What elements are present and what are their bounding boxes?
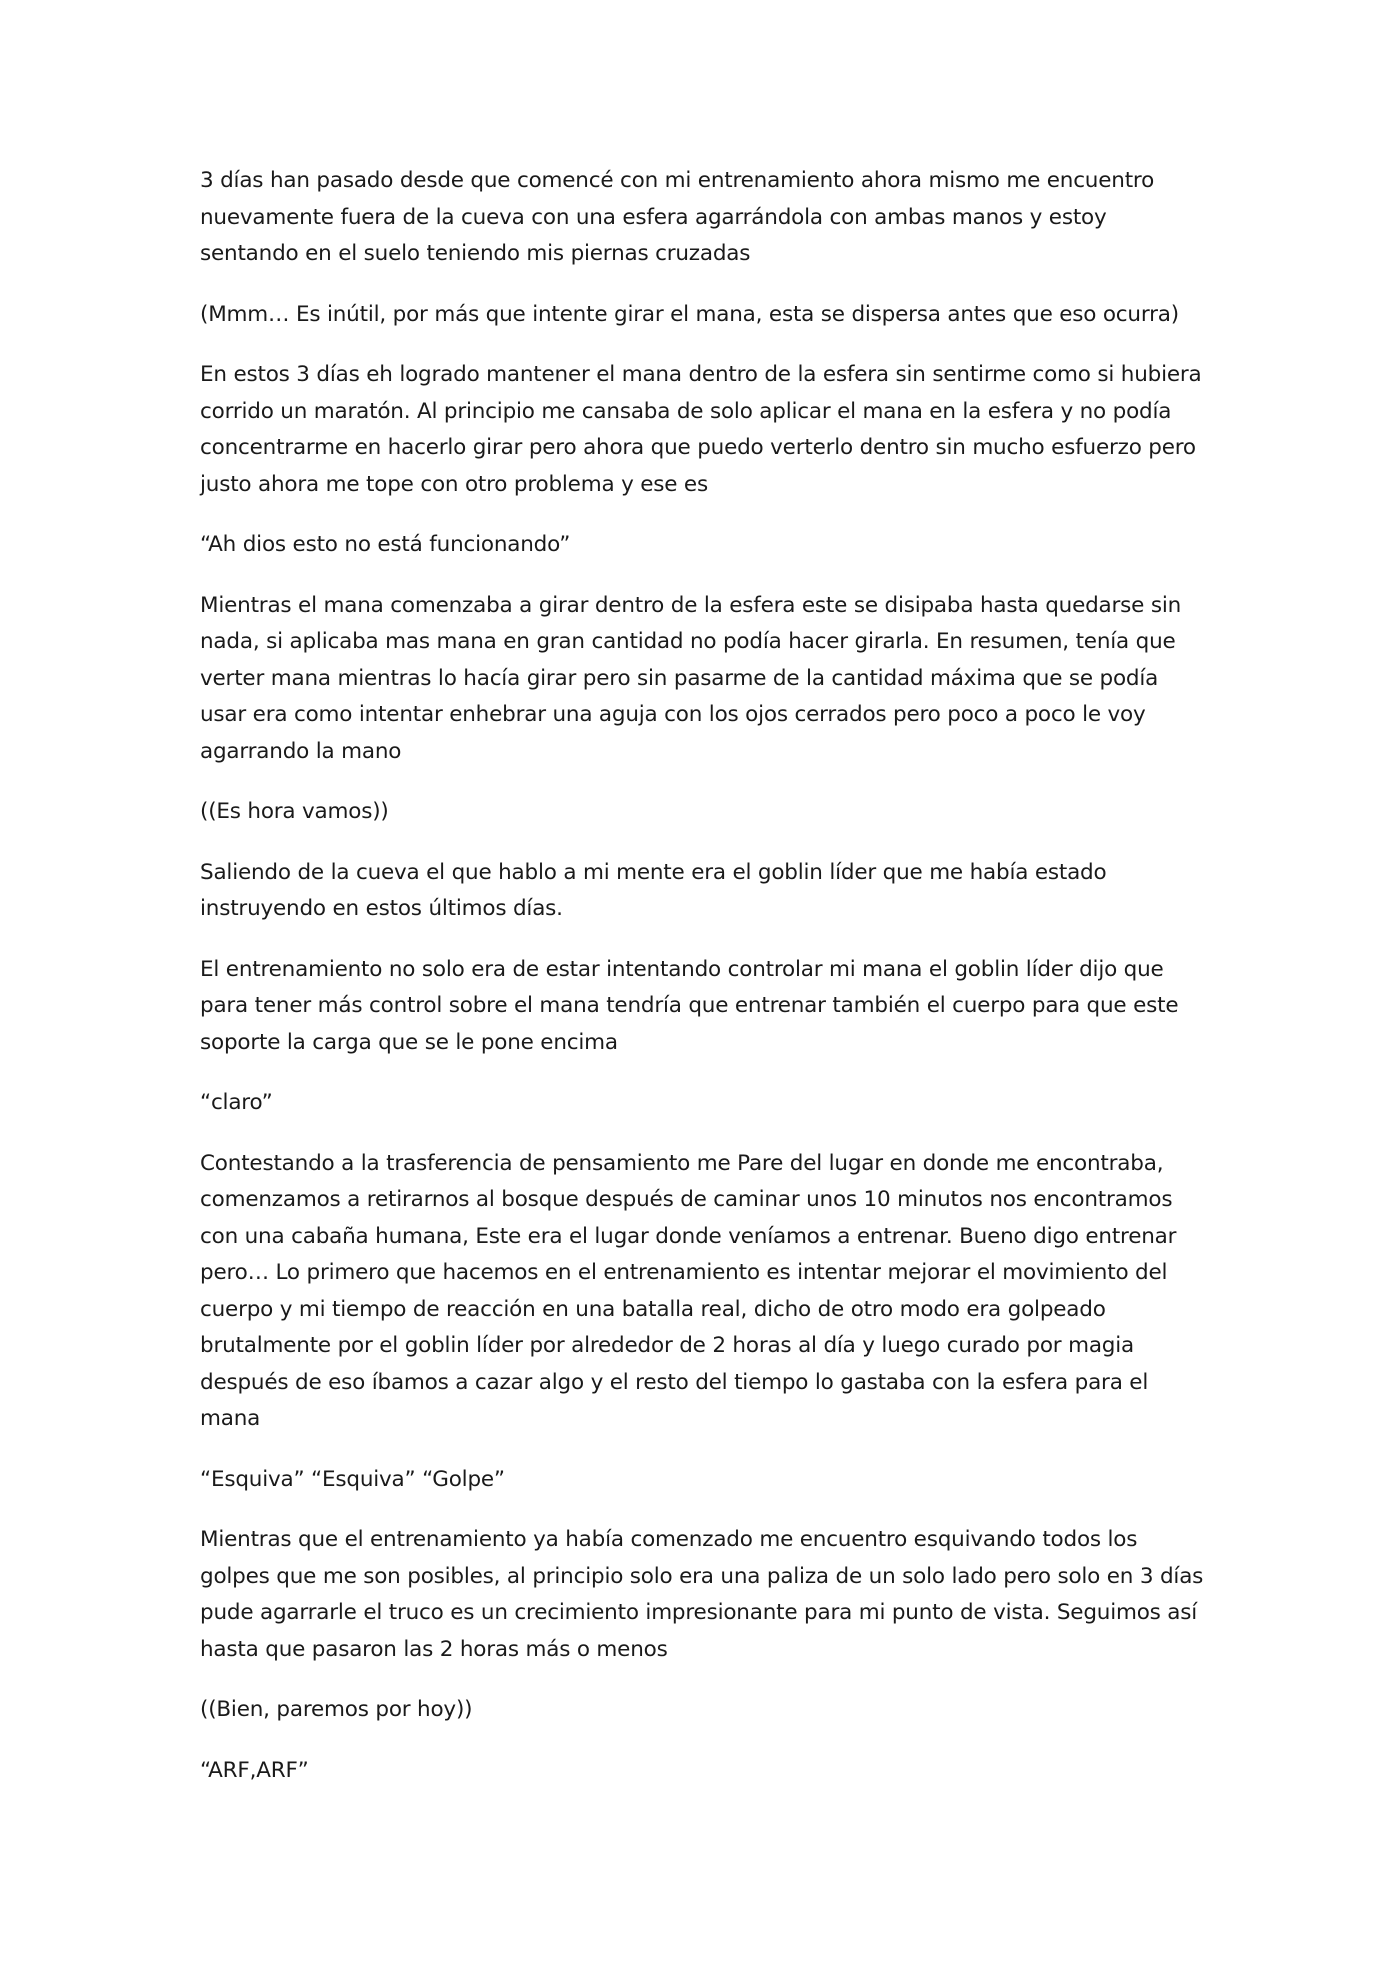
paragraph: En estos 3 días eh logrado mantener el mana dentro de la esfera sin sentirme como si hubiera corrido un maratón. Al principio me cansaba de solo aplicar el mana en la esfera y no podía concentrarme en hacerlo girar pero ahora que puedo verterlo dentro sin mucho esfuerzo pero justo ahora me tope con otro problema y ese es bbox=[200, 362, 1202, 497]
paragraph: ((Bien, paremos por hoy)) bbox=[200, 1697, 473, 1722]
paragraph: El entrenamiento no solo era de estar intentando controlar mi mana el goblin líder dijo que para tener más control sobre el mana tendría que entrenar también el cuerpo para que este soporte la carga que se le pone encima bbox=[200, 956, 1179, 1055]
paragraph: “Ah dios esto no está funcionando” bbox=[200, 532, 571, 557]
paragraph: “claro” bbox=[200, 1090, 273, 1115]
paragraph: Saliendo de la cueva el que hablo a mi mente era el goblin líder que me había estado instruyendo en estos últimos días. bbox=[200, 859, 1107, 921]
paragraph: “ARF,ARF” bbox=[200, 1757, 309, 1783]
paragraph: Contestando a la trasferencia de pensamiento me Pare del lugar en donde me encontraba, comenzamos a retirarnos al bosque después de caminar unos 10 minutos nos encontramos con una cabaña humana, Este era el lugar donde veníamos a entrenar. Bueno digo entrenar pero… Lo primero que hacemos en el entrenamiento es intentar mejorar el movimiento del cuerpo y mi tiempo de reacción en una batalla real, dicho de otro modo era golpeado brutalmente por el goblin líder por alrededor de 2 horas al día y luego curado por magia después de eso íbamos a cazar algo y el resto del tiempo lo gastaba con la esfera para el mana bbox=[200, 1150, 1177, 1431]
paragraph: (Mmm… Es inútil, por más que intente girar el mana, esta se dispersa antes que eso ocurra) bbox=[200, 301, 1179, 327]
document-body bbox=[200, 163, 1205, 1813]
paragraph: ((Es hora vamos)) bbox=[200, 799, 389, 824]
paragraph: Mientras el mana comenzaba a girar dentro de la esfera este se disipaba hasta quedarse sin nada, si aplicaba mas mana en gran cantidad no podía hacer girarla. En resumen, tenía que verter mana mientras lo hacía girar pero sin pasarme de la cantidad máxima que se podía usar era como intentar enhebrar una aguja con los ojos cerrados pero poco a poco le voy agarrando la mano bbox=[200, 592, 1182, 764]
paragraph: Mientras que el entrenamiento ya había comenzado me encuentro esquivando todos los golpes que me son posibles, al principio solo era una paliza de un solo lado pero solo en 3 días pude agarrarle el truco es un crecimiento impresionante para mi punto de vista. Seguimos así hasta que pasaron las 2 horas más o menos bbox=[200, 1527, 1204, 1662]
paragraph: 3 días han pasado desde que comencé con mi entrenamiento ahora mismo me encuentro nuevamente fuera de la cueva con una esfera agarrándola con ambas manos y estoy sentando en el suelo teniendo mis piernas cruzadas bbox=[200, 168, 1155, 266]
paragraph: “Esquiva” “Esquiva” “Golpe” bbox=[200, 1466, 505, 1492]
